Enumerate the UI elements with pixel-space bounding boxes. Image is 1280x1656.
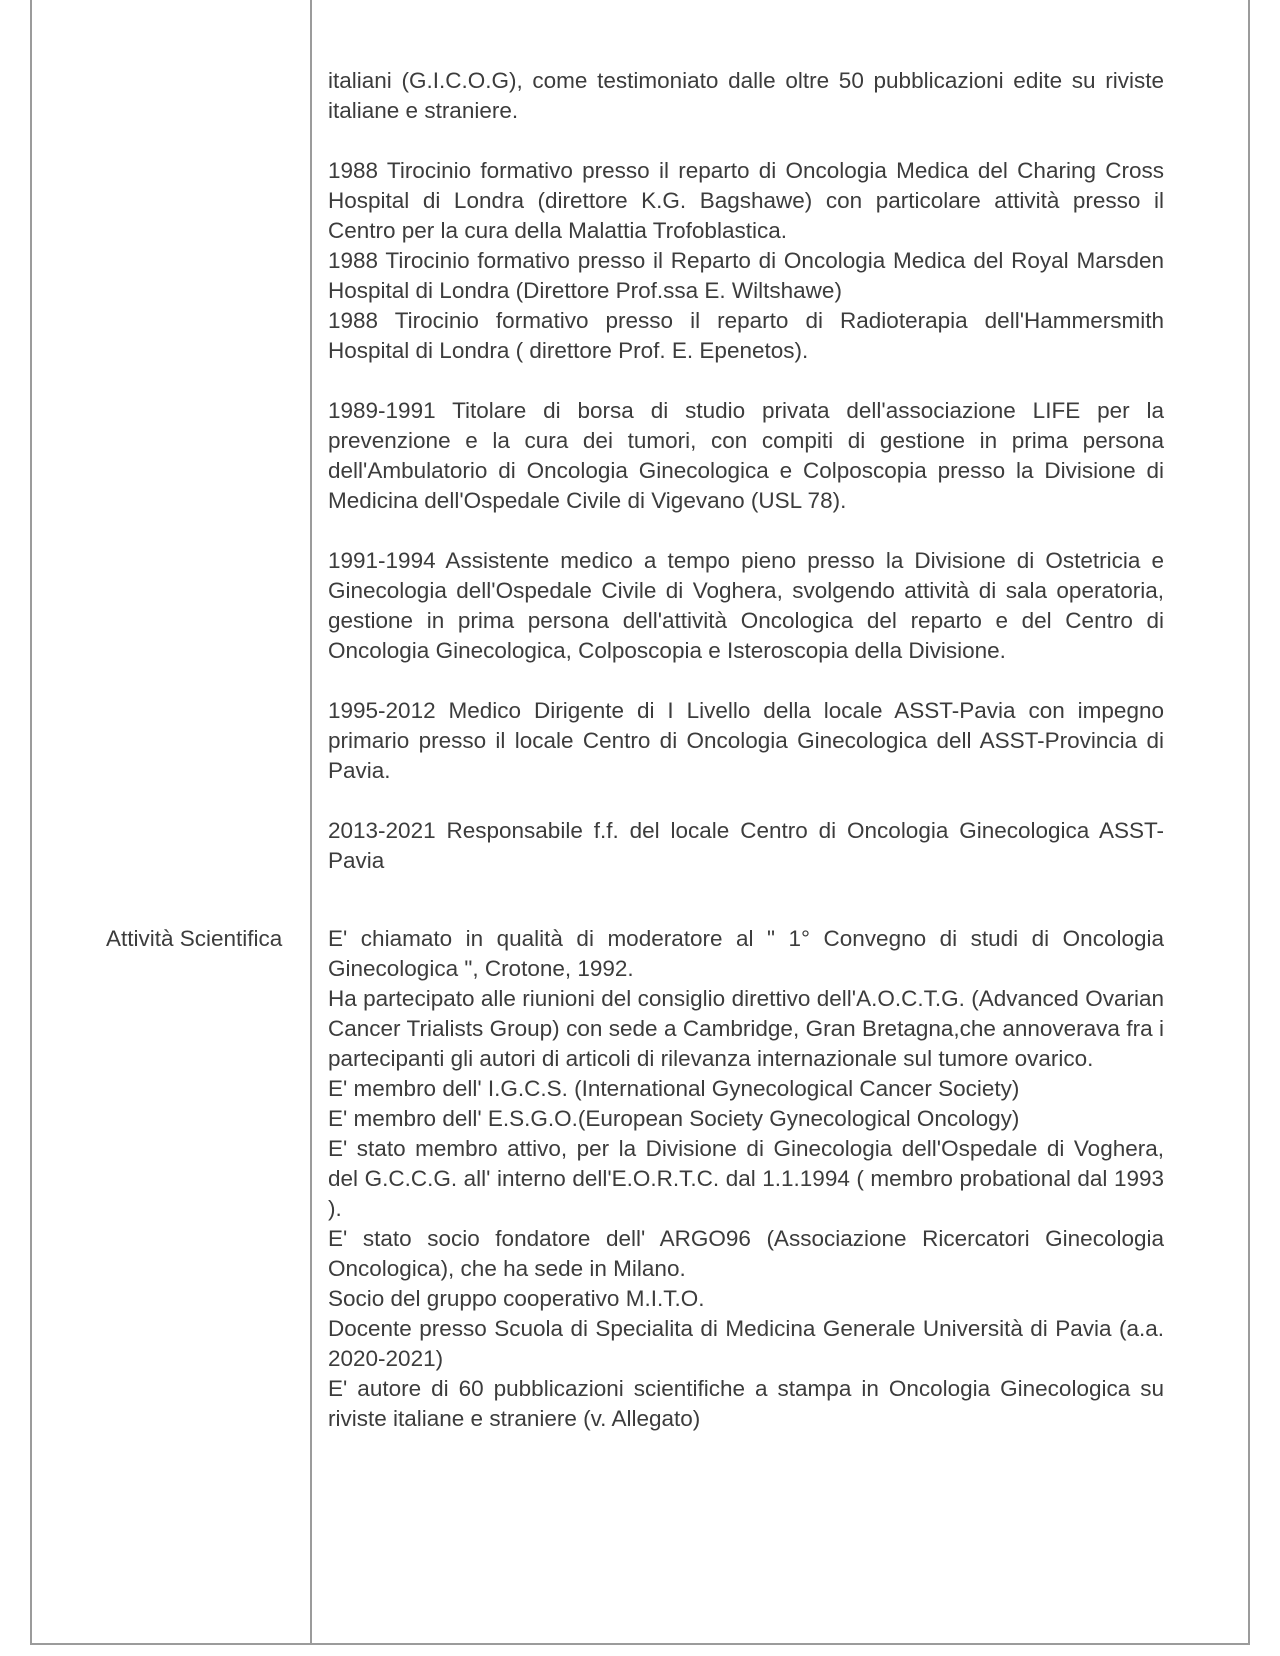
career-paragraph: 1989-1991 Titolare di borsa di studio privata dell'associazione LIFE per la prevenzione e la cura dei tumori, con compiti di gestione in prima persona dell'Ambulatorio di Oncologia Ginecologica e Colposcopia presso la Divisione di Medicina dell'Ospedale Civile di Vigevano (USL 78). bbox=[328, 398, 1164, 513]
career-paragraph-group bbox=[328, 546, 1164, 666]
scientific-paragraph: Ha partecipato alle riunioni del consiglio direttivo dell'A.O.C.T.G. (Advanced Ovarian Cancer Trialists Group) con sede a Cambridge, Gran Bretagna,che annoverava fra i partecipanti gli autori di articoli di rilevanza internazionale sul tumore ovarico. bbox=[328, 986, 1164, 1071]
career-paragraph: 1988 Tirocinio formativo presso il Reparto di Oncologia Medica del Royal Marsden Hospital di Londra (Direttore Prof.ssa E. Wiltshawe) bbox=[328, 248, 1164, 303]
career-paragraph: 1988 Tirocinio formativo presso il reparto di Radioterapia dell'Hammersmith Hospital di Londra ( direttore Prof. E. Epenetos). bbox=[328, 308, 1164, 363]
scientific-paragraph: E' chiamato in qualità di moderatore al " 1° Convegno di studi di Oncologia Ginecologica ", Crotone, 1992. bbox=[328, 926, 1164, 981]
career-content-cell bbox=[312, 0, 1248, 876]
scientific-label-cell bbox=[32, 876, 312, 1643]
career-paragraph-group bbox=[328, 156, 1164, 366]
scientific-paragraph: E' stato socio fondatore dell' ARGO96 (Associazione Ricercatori Ginecologia Oncologica), che ha sede in Milano. bbox=[328, 1226, 1164, 1281]
career-paragraph-group bbox=[328, 66, 1164, 126]
career-paragraph: 1988 Tirocinio formativo presso il reparto di Oncologia Medica del Charing Cross Hospital di Londra (direttore K.G. Bagshawe) con particolare attività presso il Centro per la cura della Malattia Trofoblastica. bbox=[328, 158, 1164, 243]
career-paragraph: 1995-2012 Medico Dirigente di I Livello della locale ASST-Pavia con impegno primario presso il locale Centro di Oncologia Ginecologica dell ASST-Provincia di Pavia. bbox=[328, 698, 1164, 783]
scientific-paragraph: E' stato membro attivo, per la Divisione di Ginecologia dell'Ospedale di Voghera, del G.C.C.G. all' interno dell'E.O.R.T.C. dal 1.1.1994 ( membro probational dal 1993 ). bbox=[328, 1136, 1164, 1221]
scientific-paragraph: Docente presso Scuola di Specialita di Medicina Generale Università di Pavia (a.a. 2020-2021) bbox=[328, 1316, 1164, 1371]
career-paragraph: 1991-1994 Assistente medico a tempo pieno presso la Divisione di Ostetricia e Ginecologia dell'Ospedale Civile di Voghera, svolgendo attività di sala operatoria, gestione in prima persona dell'attività Oncologica del reparto e del Centro di Oncologia Ginecologica, Colposcopia e Isteroscopia della Divisione. bbox=[328, 548, 1164, 663]
scientific-paragraph: E' membro dell' E.S.G.O.(European Society Gynecological Oncology) bbox=[328, 1106, 1020, 1131]
career-paragraph: italiani (G.I.C.O.G), come testimoniato dalle oltre 50 pubblicazioni edite su riviste italiane e straniere. bbox=[328, 68, 1164, 123]
career-paragraph-group bbox=[328, 816, 1164, 876]
career-label-cell bbox=[32, 0, 312, 876]
scientific-paragraph: Socio del gruppo cooperativo M.I.T.O. bbox=[328, 1286, 705, 1311]
scientific-content-cell bbox=[312, 876, 1248, 1643]
career-paragraph: 2013-2021 Responsabile f.f. del locale Centro di Oncologia Ginecologica ASST-Pavia bbox=[328, 818, 1164, 873]
career-paragraph-group bbox=[328, 696, 1164, 786]
cv-table bbox=[30, 0, 1250, 1645]
scientific-paragraph: E' membro dell' I.G.C.S. (International Gynecological Cancer Society) bbox=[328, 1076, 1020, 1101]
career-paragraph-group bbox=[328, 396, 1164, 516]
scientific-section-label: Attività Scientifica bbox=[106, 926, 283, 951]
scientific-paragraph: E' autore di 60 pubblicazioni scientifiche a stampa in Oncologia Ginecologica su riviste italiane e straniere (v. Allegato) bbox=[328, 1376, 1164, 1431]
